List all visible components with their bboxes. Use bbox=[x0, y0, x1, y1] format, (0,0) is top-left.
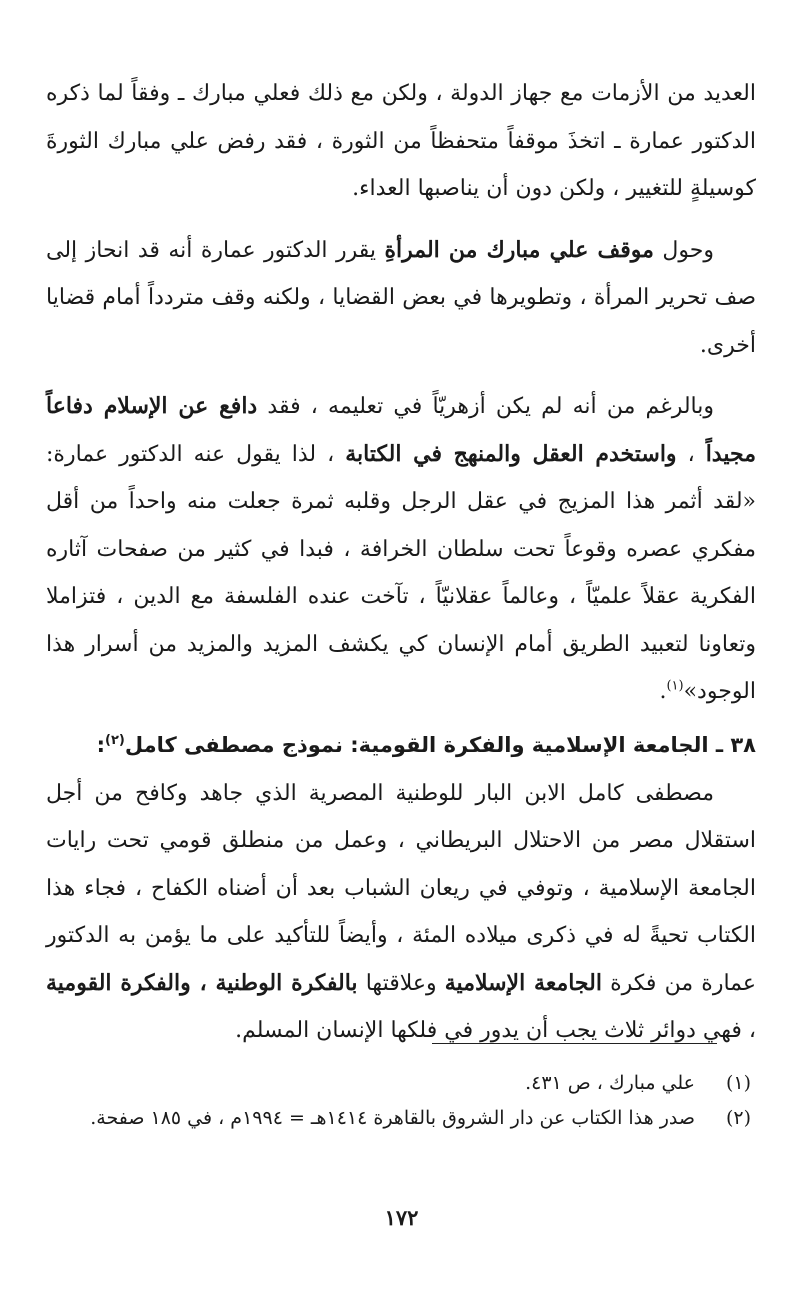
footnote-2-text: صدر هذا الكتاب عن دار الشروق بالقاهرة ١٤١٤هـ = ١٩٩٤م ، في ١٨٥ صفحة. bbox=[90, 1107, 695, 1129]
footnote-1-text: علي مبارك ، ص ٤٣١. bbox=[525, 1072, 695, 1094]
paragraph-3-bold-1: دافع عن الإسلام دفاعاً مجيداً bbox=[46, 393, 756, 467]
paragraph-3-end: . bbox=[659, 679, 667, 704]
paragraph-4-text-c: وعلاقتها bbox=[357, 970, 445, 996]
paragraph-1 bbox=[46, 70, 756, 213]
footnote-2 bbox=[46, 1101, 751, 1136]
footnote-ref-1[interactable]: (١) bbox=[666, 678, 684, 694]
paragraph-2-text-c: يقرر الدكتور عمارة أنه قد انحاز إلى صف تحرير المرأة ، وتطويرها في بعض القضايا ، ولكنه وقف متردداً أمام قضايا أخرى. bbox=[46, 237, 756, 358]
paragraph-3 bbox=[46, 383, 756, 716]
paragraph-2 bbox=[46, 227, 756, 370]
paragraph-2-text-a: وحول bbox=[653, 237, 714, 263]
paragraph-3-bold-2: واستخدم العقل والمنهج في الكتابة bbox=[345, 440, 677, 467]
paragraph-1-text: العديد من الأزمات مع جهاز الدولة ، ولكن مع ذلك فعلي مبارك ـ وفقاً لما ذكره الدكتور عمارة ـ اتخذَ موقفاً متحفظاً من الثورة ، فقد رفض علي مبارك الثورةَ كوسيلةٍ للتغيير ، ولكن دون أن يناصبها العداء. bbox=[46, 81, 756, 201]
section-heading bbox=[46, 722, 756, 768]
paragraph-4-bold-2: بالفكرة الوطنية ، والفكرة القومية bbox=[46, 969, 358, 996]
paragraph-2-bold: موقف علي مبارك من المرأةِ bbox=[384, 236, 654, 263]
paragraph-4 bbox=[46, 770, 756, 1055]
section-heading-text: ٣٨ ـ الجامعة الإسلامية والفكرة القومية: نموذج مصطفى كامل bbox=[124, 732, 756, 757]
footnote-separator bbox=[432, 1043, 717, 1044]
paragraph-3-text-a: وبالرغم من أنه لم يكن أزهريّاً في تعليمه ، فقد bbox=[257, 394, 714, 419]
footnote-2-number: (٢) bbox=[725, 1107, 751, 1129]
paragraph-4-text-a: مصطفى كامل الابن البار للوطنية المصرية الذي جاهد وكافح من أجل استقلال مصر من الاحتلال البريطاني ، وعمل من منطلق قومي تحت رايات الجامعة الإسلامية ، وتوفي في ريعان الشباب بعد أن أضناه الكفاح ، فجاء هذا الكتاب تحيةً له في ذكرى ميلاده المئة ، وأيضاً للتأكيد على ما يؤمن به الدكتور عمارة من فكرة bbox=[46, 780, 756, 996]
paragraph-3-text-c: ، bbox=[676, 441, 706, 467]
paragraph-4-bold-1: الجامعة الإسلامية bbox=[444, 969, 602, 996]
footnotes bbox=[46, 1066, 751, 1136]
footnote-1 bbox=[46, 1066, 751, 1101]
paragraph-4-text-e: ، فهي دوائر ثلاث يجب أن يدور في فلكها الإنسان المسلم. bbox=[235, 1018, 756, 1043]
paragraph-3-text-e: ، لذا يقول عنه الدكتور عمارة: «لقد أثمر هذا المزيج في عقل الرجل وقلبه ثمرة جعلت منه واحداً من أقل مفكري عصره وقوعاً تحت سلطان الخرافة ، فبدا في كثير من صفحات آثاره الفكرية عقلاً علميّاً ، وعالماً عقلانيّاً ، تآخت عنده الفلسفة مع الدين ، فتزاملا وتعاونا لتعبيد الطريق أمام الإنسان كي يكشف المزيد والمزيد من أسرار هذا الوجود» bbox=[46, 441, 756, 704]
footnote-ref-2[interactable]: (٢) bbox=[105, 732, 125, 748]
footnote-1-number: (١) bbox=[725, 1072, 751, 1094]
main-text bbox=[46, 70, 756, 1055]
section-heading-end: : bbox=[96, 732, 106, 757]
page-number: ١٧٢ bbox=[384, 1205, 419, 1230]
